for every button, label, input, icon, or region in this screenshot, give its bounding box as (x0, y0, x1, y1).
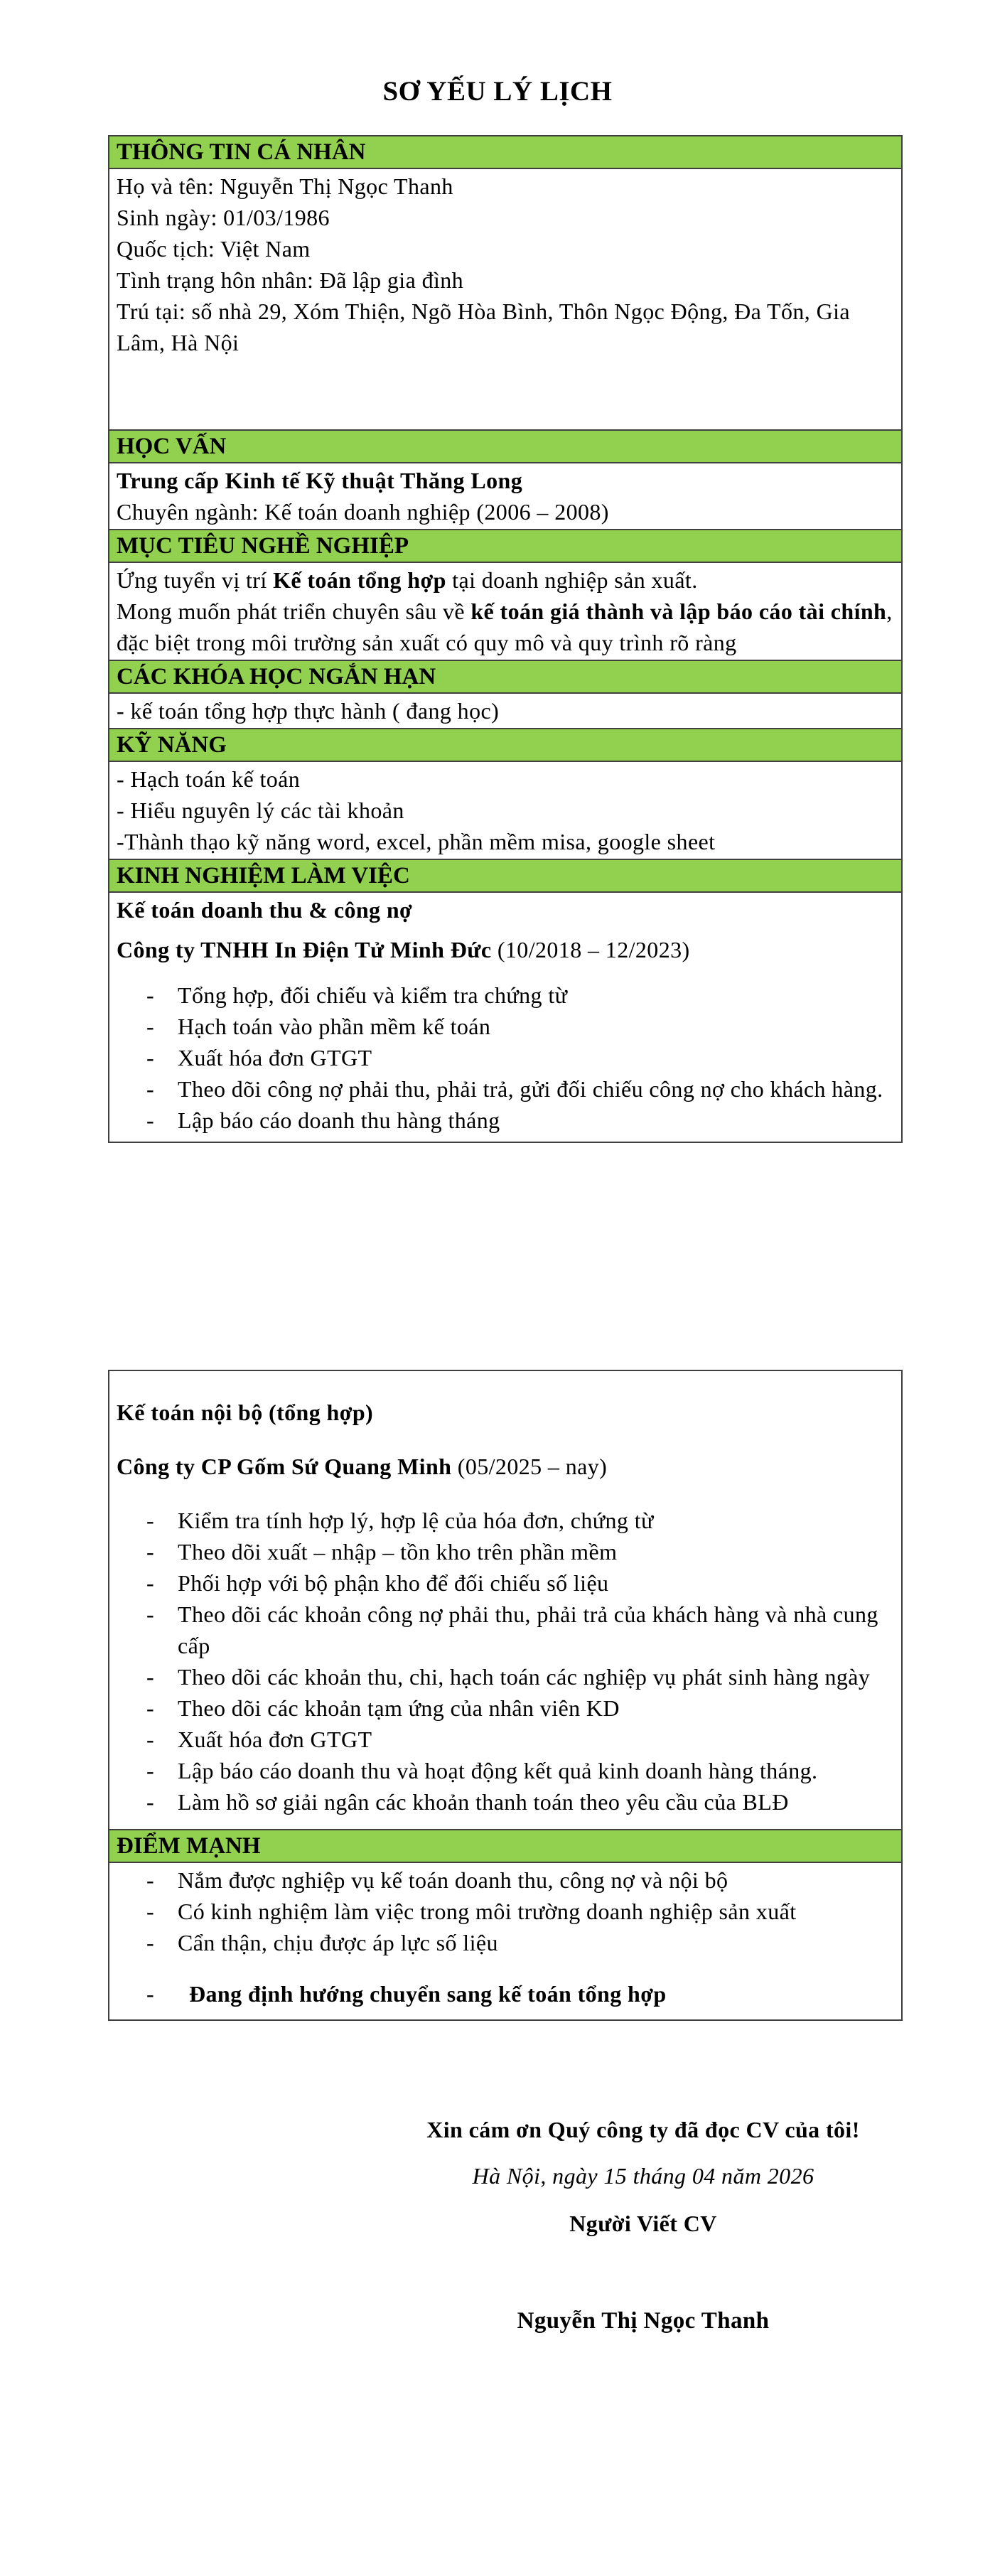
spacer (117, 1482, 894, 1505)
objective-p1-pre: Ứng tuyển vị trí (117, 567, 274, 593)
job1-company: Công ty TNHH In Điện Tử Minh Đức (117, 937, 492, 962)
job1-period: (10/2018 – 12/2023) (491, 937, 690, 962)
job2-task: - Theo dõi các khoản tạm ứng của nhân viên KD (146, 1692, 894, 1724)
section-body-strengths (109, 1862, 901, 2019)
section-body-courses (109, 692, 901, 728)
spacer (117, 1373, 894, 1397)
job1-task: - Xuất hóa đơn GTGT (146, 1042, 894, 1073)
spacer (117, 925, 894, 934)
education-major: Chuyên ngành: Kế toán doanh nghiệp (2006 – 2008) (117, 499, 609, 525)
document-title: SƠ YẾU LÝ LỊCH (382, 76, 613, 107)
strength-item: - Có kinh nghiệm làm việc trong môi trường doanh nghiệp sản xuất (146, 1896, 894, 1927)
closing-thanks: Xin cám ơn Quý công ty đã đọc CV của tôi! (426, 2117, 860, 2142)
job2-task: - Lập báo cáo doanh thu và hoạt động kết quả kinh doanh hàng tháng. (146, 1755, 894, 1786)
skill-line: - Hiểu nguyên lý các tài khoản (117, 798, 404, 823)
job1-task: - Theo dõi công nợ phải thu, phải trả, gửi đối chiếu công nợ cho khách hàng. (146, 1073, 894, 1105)
section-header-objective: MỤC TIÊU NGHỀ NGHIỆP (109, 529, 901, 562)
section-header-courses: CÁC KHÓA HỌC NGẮN HẠN (109, 660, 901, 692)
job2-task: - Theo dõi các khoản thu, chi, hạch toán các nghiệp vụ phát sinh hàng ngày (146, 1661, 894, 1692)
strength-highlight: - Đang định hướng chuyển sang kế toán tổng hợp (146, 1978, 894, 2009)
job1-company-line (117, 934, 894, 965)
closing-signer-label: Người Viết CV (569, 2211, 717, 2236)
personal-line-birthday: Sinh ngày: 01/03/1986 (117, 205, 330, 230)
job2-task: - Phối hợp với bộ phận kho để đối chiếu số liệu (146, 1567, 894, 1599)
closing-date-place: Hà Nội, ngày 15 tháng 04 năm 2026 (472, 2163, 814, 2189)
cv-table-1 (108, 135, 903, 1143)
job2-task: - Làm hồ sơ giải ngân các khoản thanh toán theo yêu cầu của BLĐ (146, 1786, 894, 1818)
skill-line: - Hạch toán kế toán (117, 766, 301, 792)
section-header-experience: KINH NGHIỆM LÀM VIỆC (109, 859, 901, 891)
strength-item: - Nắm được nghiệp vụ kế toán doanh thu, công nợ và nội bộ (146, 1864, 894, 1896)
section-body-experience-job1 (109, 891, 901, 1142)
objective-paragraph-1 (117, 564, 894, 596)
job2-role: Kế toán nội bộ (tổng hợp) (117, 1400, 374, 1425)
section-body-personal (109, 168, 901, 429)
spacer (117, 965, 894, 980)
job2-task: - Xuất hóa đơn GTGT (146, 1724, 894, 1755)
job2-company-line (117, 1451, 894, 1482)
spacer (117, 1428, 894, 1451)
job2-task: - Kiểm tra tính hợp lý, hợp lệ của hóa đơn, chứng từ (146, 1505, 894, 1536)
objective-p1-post: tại doanh nghiệp sản xuất. (446, 567, 698, 593)
closing-signer-name: Nguyễn Thị Ngọc Thanh (517, 2308, 770, 2334)
section-body-education (109, 462, 901, 529)
spacer (117, 1958, 894, 1978)
course-line: - kế toán tổng hợp thực hành ( đang học) (117, 698, 500, 724)
objective-paragraph-2 (117, 596, 894, 658)
job2-task: - Theo dõi các khoản công nợ phải thu, phải trả của khách hàng và nhà cung cấp (146, 1599, 894, 1661)
objective-p2-post: , đặc biệt trong môi trường sản xuất có quy mô và quy trình rõ ràng (117, 599, 893, 655)
section-body-objective (109, 562, 901, 660)
personal-line-fullname: Họ và tên: Nguyễn Thị Ngọc Thanh (117, 173, 453, 199)
job1-role: Kế toán doanh thu & công nợ (117, 897, 413, 923)
job1-task: - Hạch toán vào phần mềm kế toán (146, 1011, 894, 1042)
section-body-skills (109, 761, 901, 859)
job2-task: - Theo dõi xuất – nhập – tồn kho trên phần mềm (146, 1536, 894, 1567)
objective-p2-pre: Mong muốn phát triển chuyên sâu về (117, 599, 471, 624)
section-header-skills: KỸ NĂNG (109, 728, 901, 761)
job2-company: Công ty CP Gốm Sứ Quang Minh (117, 1454, 452, 1479)
closing-block (313, 2117, 974, 2334)
objective-p1-bold: Kế toán tổng hợp (273, 567, 446, 593)
personal-line-marital-status: Tình trạng hôn nhân: Đã lập gia đình (117, 267, 464, 293)
personal-line-nationality: Quốc tịch: Việt Nam (117, 236, 311, 262)
personal-line-address: Trú tại: số nhà 29, Xóm Thiện, Ngõ Hòa Bình, Thôn Ngọc Động, Đa Tốn, Gia Lâm, Hà Nội (117, 299, 851, 355)
job1-task: - Lập báo cáo doanh thu hàng tháng (146, 1105, 894, 1136)
objective-p2-bold: kế toán giá thành và lập báo cáo tài chính (470, 599, 887, 624)
job1-task: - Tổng hợp, đối chiếu và kiểm tra chứng từ (146, 980, 894, 1011)
section-header-strengths: ĐIỂM MẠNH (109, 1829, 901, 1862)
cv-table-2 (108, 1370, 903, 2021)
strength-item: - Cẩn thận, chịu được áp lực số liệu (146, 1927, 894, 1958)
section-body-experience-job2 (109, 1371, 901, 1829)
section-header-personal: THÔNG TIN CÁ NHÂN (109, 136, 901, 168)
skill-line: -Thành thạo kỹ năng word, excel, phần mềm misa, google sheet (117, 829, 716, 854)
section-header-education: HỌC VẤN (109, 429, 901, 462)
job2-period: (05/2025 – nay) (451, 1454, 608, 1479)
education-school: Trung cấp Kinh tế Kỹ thuật Thăng Long (117, 468, 523, 493)
